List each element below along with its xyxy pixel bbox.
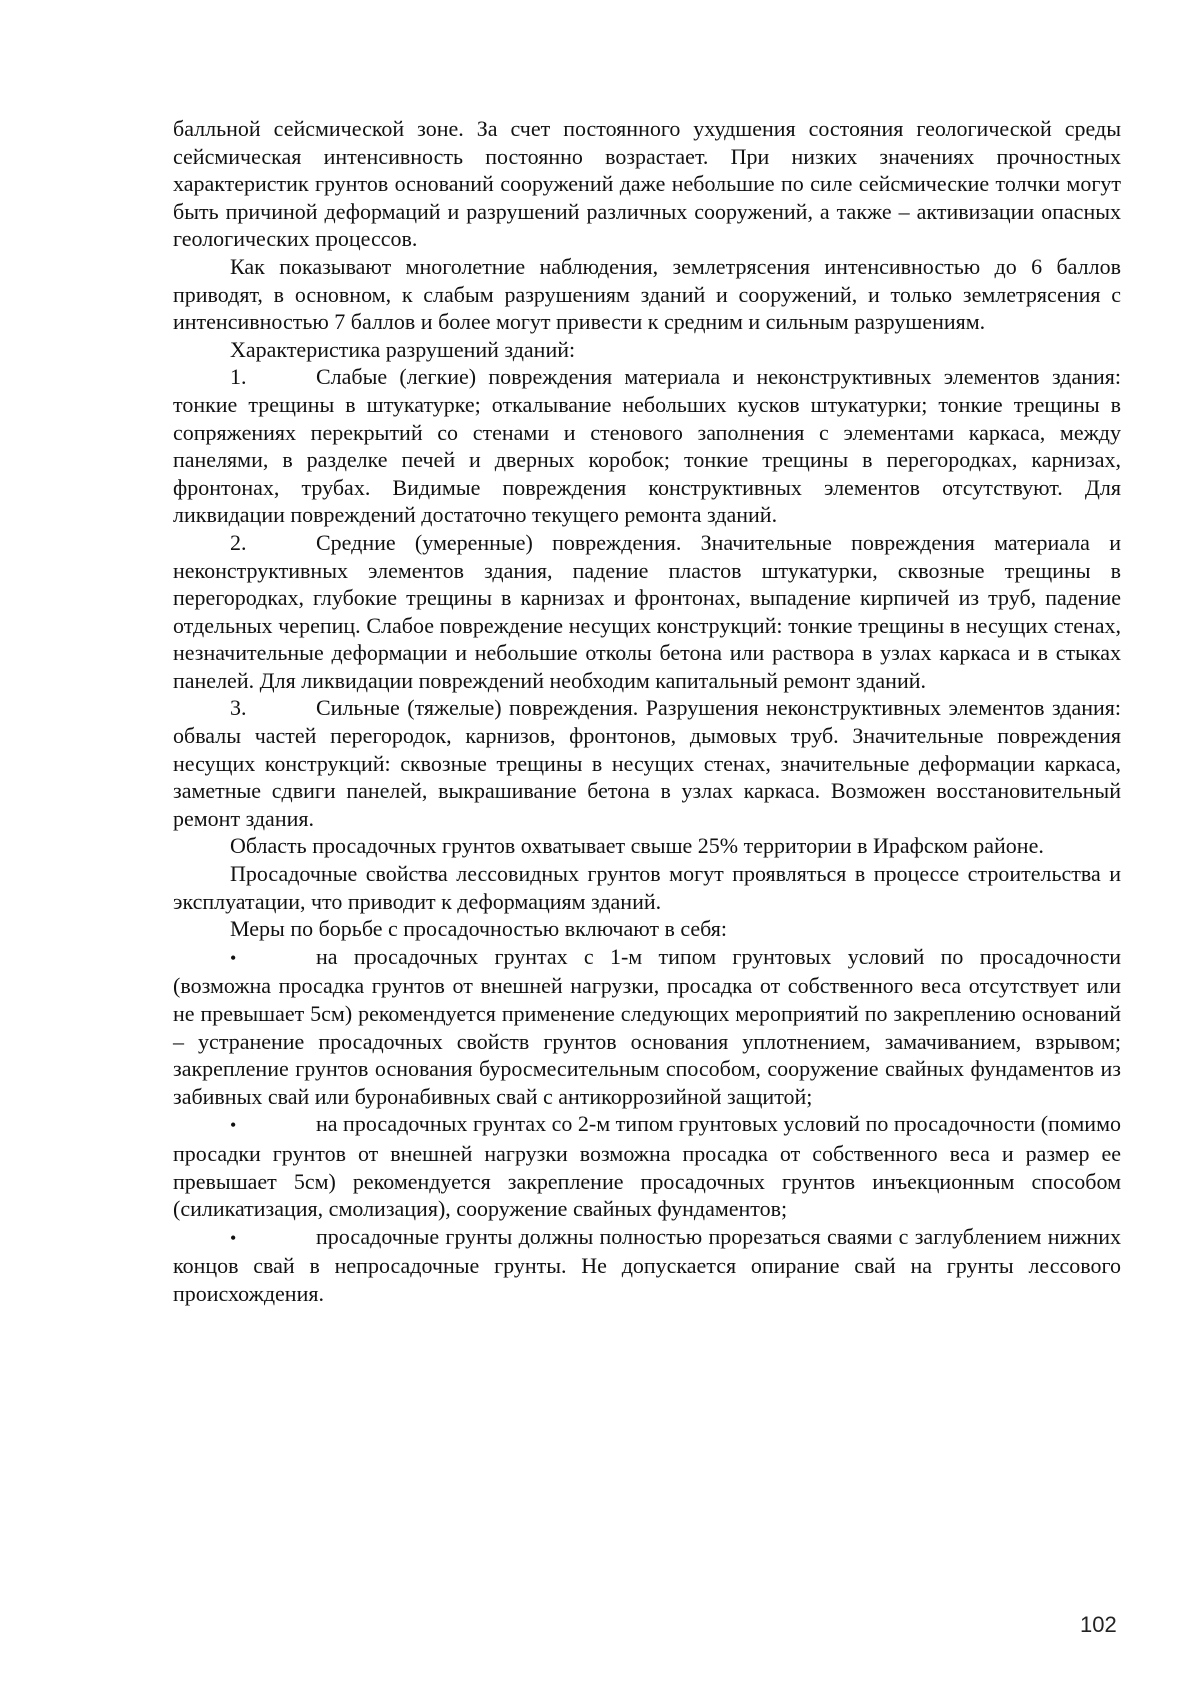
list-marker: 3. (230, 695, 247, 721)
list-item-measure-piles (173, 1223, 1121, 1308)
list-marker: 2. (230, 529, 247, 555)
list-item-damage-light (173, 363, 1121, 529)
list-item-text: просадочные грунты должны полностью прорезаться сваями с заглублением нижних концов свай в непросадочные грунты. Не допускается опирание свай на грунты лессового происхождения. (173, 1223, 1121, 1306)
list-marker: 1. (230, 364, 247, 390)
list-item-measure-type1 (173, 943, 1121, 1111)
list-item-damage-moderate (173, 529, 1121, 695)
list-item-measure-type2 (173, 1110, 1121, 1222)
list-item-text: на просадочных грунтах с 1-м типом грунтовых условий по просадочности (возможна просадка грунтов от внешней нагрузки, просадка от собственного веса отсутствует или не превышает 5см) рекомендуется применение следующих мероприятий по закреплению оснований – устранение просадочных свойств грунтов основания уплотнением, замачиванием, взрывом; закрепление грунтов основания буросмесительным способом, сооружение свайных фундаментов из забивных свай или буронабивных свай с антикоррозийной защитой; (173, 943, 1121, 1109)
document-page (173, 115, 1121, 1308)
paragraph-subsidence-area: Область просадочных грунтов охватывает свыше 25% территории в Ирафском районе. (230, 833, 1044, 859)
list-item-damage-severe (173, 694, 1121, 832)
paragraph-seismic-zone: балльной сейсмической зоне. За счет постоянного ухудшения состояния геологической среды сейсмическая интенсивность постоянно возрастает. При низких значениях прочностных характеристик грунтов оснований сооружений даже небольшие по силе сейсмические толчки могут быть причиной деформаций и разрушений различных сооружений, а также – активизации опасных геологических процессов. (173, 116, 1121, 252)
bullet-icon: • (230, 1227, 237, 1248)
list-item-text: Средние (умеренные) повреждения. Значительные повреждения материала и неконструктивных элементов здания, падение пластов штукатурки, сквозные трещины в перегородках, глубокие трещины в карнизах и фронтонах, выпадение кирпичей из труб, падение отдельных черепиц. Слабое повреждение несущих конструкций: тонкие трещины в несущих стенах, незначительные деформации и небольшие отколы бетона или раствора в узлах каркаса и в стыках панелей. Для ликвидации повреждений необходим капитальный ремонт зданий. (173, 529, 1121, 693)
measures-list (173, 943, 1121, 1308)
paragraph-loess-properties: Просадочные свойства лессовидных грунтов могут проявляться в процессе строительства и эксплуатации, что приводит к деформациям зданий. (173, 861, 1121, 914)
damage-list (173, 363, 1121, 832)
page-number: 102 (1080, 1612, 1117, 1637)
paragraph-earthquake-observations: Как показывают многолетние наблюдения, землетрясения интенсивностью до 6 баллов приводят, в основном, к слабым разрушениям зданий и сооружений, и только землетрясения с интенсивностью 7 баллов и более могут привести к средним и сильным разрушениям. (173, 253, 1121, 335)
bullet-icon: • (230, 1115, 237, 1136)
list-item-text: Слабые (легкие) повреждения материала и неконструктивных элементов здания: тонкие трещины в штукатурке; откалывание небольших кусков штукатурки; тонкие трещины в сопряжениях перекрытий со стенами и стенового заполнения с элементами каркаса, между панелями, в разделке печей и дверных коробок; тонкие трещины в перегородках, карнизах, фронтонах, трубах. Видимые повреждения конструктивных элементов отсутствуют. Для ликвидации повреждений достаточно текущего ремонта зданий. (173, 364, 1121, 528)
list-item-text: на просадочных грунтах со 2-м типом грунтовых условий по просадочности (помимо просадки грунтов от внешней нагрузки возможна просадка от собственного веса и размер ее превышает 5см) рекомендуется закрепление просадочных грунтов инъекционным способом (силикатизация, смолизация), сооружение свайных фундаментов; (173, 1111, 1121, 1222)
list-item-text: Сильные (тяжелые) повреждения. Разрушения неконструктивных элементов здания: обвалы частей перегородок, карнизов, фронтонов, дымовых труб. Значительные повреждения несущих конструкций: сквозные трещины в несущих стенах, значительные деформации каркаса, заметные сдвиги панелей, выкрашивание бетона в узлах каркаса. Возможен восстановительный ремонт здания. (173, 695, 1121, 831)
bullet-icon: • (230, 947, 237, 968)
paragraph-damage-heading: Характеристика разрушений зданий: (230, 336, 576, 362)
paragraph-measures-heading: Меры по борьбе с просадочностью включают в себя: (230, 916, 728, 942)
